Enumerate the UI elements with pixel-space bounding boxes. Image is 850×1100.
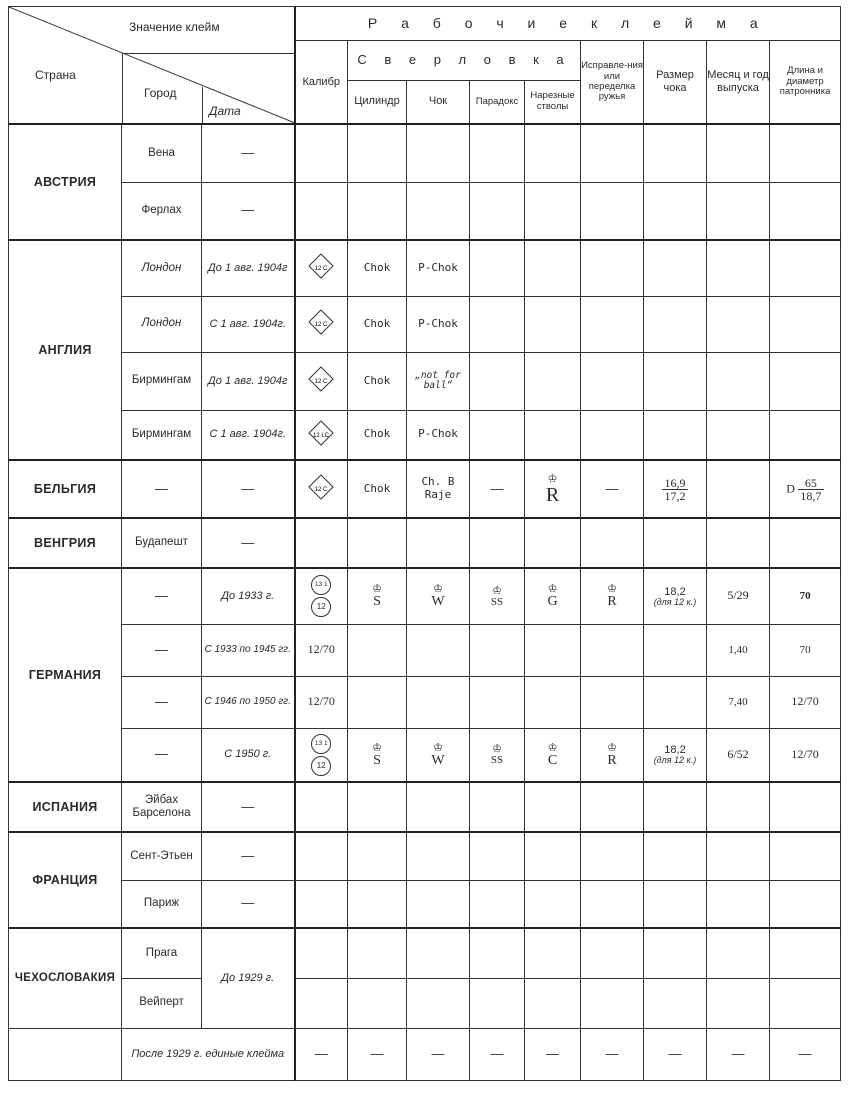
header-cylinder: Цилиндр <box>348 80 407 124</box>
paradox-cell: — <box>470 460 525 518</box>
city-cell: — <box>122 624 202 676</box>
proof-marks-table-page <box>8 6 840 1094</box>
city-cell: — <box>122 728 202 782</box>
fraction-bottom: 17,2 <box>664 488 686 503</box>
city-cell: Лондон <box>122 240 202 296</box>
choke-cell: P-Chok <box>407 410 470 460</box>
date-cell: С 1 авг. 1904г. <box>202 410 295 460</box>
header-repair: Исправле-ния или переделка ружья <box>581 41 644 125</box>
table-row-germany-2 <box>9 624 841 676</box>
header-row-1 <box>9 7 841 41</box>
choke-size-fraction <box>662 477 688 502</box>
dash-cell: — <box>770 1028 841 1080</box>
date-cell: До 1933 г. <box>202 568 295 624</box>
cylinder-cell: Chok <box>348 240 407 296</box>
dash-cell: — <box>707 1028 770 1080</box>
date-cell: — <box>202 182 295 240</box>
cylinder-cell: Chok <box>348 352 407 410</box>
city-cell: Париж <box>122 880 202 928</box>
date-cell: С 1933 по 1945 гг. <box>202 624 295 676</box>
mark-letter: R <box>607 594 617 610</box>
chamber-cell: 12/70 <box>770 728 841 782</box>
city-cell: Бирмингам <box>122 352 202 410</box>
city-cell: Лондон <box>122 296 202 352</box>
choke-size-cell <box>654 745 697 765</box>
repair-cell: — <box>581 460 644 518</box>
crown-icon: ♔ <box>547 583 558 596</box>
table-row-germany-4 <box>9 728 841 782</box>
choke-size-cell <box>654 587 697 607</box>
crown-icon: ♔ <box>433 741 443 754</box>
month-year-cell: 6/52 <box>707 728 770 782</box>
mark-letter: R <box>607 752 617 768</box>
caliber-circle-bottom: 12 <box>311 756 331 776</box>
crown-icon: ♔ <box>433 583 443 596</box>
mark-letter: SS <box>490 595 504 608</box>
header-rifled: Нарезные стволы <box>525 80 581 124</box>
country-germany: ГЕРМАНИЯ <box>9 568 122 782</box>
choke-cell: Ch. B Raje <box>407 460 470 518</box>
crown-icon: ♔ <box>372 583 382 596</box>
repair-mark <box>607 743 617 768</box>
choke-mark <box>431 743 444 768</box>
month-year-cell: 7,40 <box>707 676 770 728</box>
caliber-diamond-mark <box>308 309 334 335</box>
country-hungary: ВЕНГРИЯ <box>9 518 122 568</box>
header-date: Дата <box>209 104 241 118</box>
date-cell: До 1 авг. 1904г <box>202 240 295 296</box>
mark-letter: S <box>373 752 381 768</box>
table-row-england-1 <box>9 240 841 296</box>
header-meaning: Значение клейм <box>129 20 220 34</box>
country-spain: ИСПАНИЯ <box>9 782 122 832</box>
city-cell: Будапешт <box>122 518 202 568</box>
header-caliber: Калибр <box>295 41 348 125</box>
table-row-england-4 <box>9 410 841 460</box>
city-cell: — <box>122 460 202 518</box>
header-paradox: Парадокс <box>470 80 525 124</box>
city-cell: — <box>122 676 202 728</box>
choke-cell: P-Chok <box>407 240 470 296</box>
caliber-circle-marks <box>311 734 331 776</box>
city-cell: — <box>122 568 202 624</box>
fraction-top: 65 <box>804 475 817 490</box>
caliber-mark-text: 12 C <box>314 322 328 329</box>
date-cell: До 1929 г. <box>202 928 295 1028</box>
table-row-germany-1 <box>9 568 841 624</box>
dash-cell: — <box>470 1028 525 1080</box>
dash-cell: — <box>581 1028 644 1080</box>
table-row-spain <box>9 782 841 832</box>
caliber-diamond-mark <box>308 366 334 392</box>
header-choke: Чок <box>407 80 470 124</box>
caliber-mark-text: 12 C <box>314 266 328 273</box>
chamber-prefix: D <box>786 480 795 495</box>
table-row-hungary <box>9 518 841 568</box>
dash-cell: — <box>407 1028 470 1080</box>
fraction-bottom: 18,7 <box>800 488 822 503</box>
table-row-germany-3 <box>9 676 841 728</box>
choke-mark <box>431 584 444 609</box>
choke-size-value: 18,2 <box>664 585 686 598</box>
caliber-circle-top: 13 1 <box>311 734 331 754</box>
crown-icon: ♔ <box>607 741 617 754</box>
caliber-mark-text: 12 C <box>314 379 328 386</box>
caliber-mark-text: 12 LC <box>313 432 330 439</box>
dash-cell: — <box>348 1028 407 1080</box>
crown-icon: ♔ <box>492 743 502 756</box>
rifled-letter: R <box>545 484 560 506</box>
chamber-fraction <box>798 477 824 502</box>
date-cell: С 1946 по 1950 гг. <box>202 676 295 728</box>
rifled-mark <box>546 474 559 505</box>
proof-marks-table <box>8 6 841 1081</box>
caliber-diamond-mark <box>308 253 334 279</box>
header-drilling: С в е р л о в к а <box>348 41 581 81</box>
rifled-mark <box>548 743 558 768</box>
choke-size-value: 18,2 <box>664 744 686 757</box>
crown-icon: ♔ <box>372 741 382 754</box>
cylinder-mark <box>372 743 382 768</box>
date-cell: С 1 авг. 1904г. <box>202 296 295 352</box>
repair-mark <box>607 584 617 609</box>
dash-cell: — <box>525 1028 581 1080</box>
header-corner <box>9 7 295 125</box>
table-row-england-2 <box>9 296 841 352</box>
city-cell: Сент-Этьен <box>122 832 202 880</box>
chamber-cell: 12/70 <box>770 676 841 728</box>
caliber-mark-text: 12 C <box>314 487 328 494</box>
dash-cell: — <box>295 1028 348 1080</box>
table-row-austria-1 <box>9 124 841 182</box>
cylinder-cell: Chok <box>348 460 407 518</box>
header-chamber: Длина и диаметр патронника <box>770 41 841 125</box>
caliber-diamond-mark <box>308 420 334 446</box>
country-austria: АВСТРИЯ <box>9 124 122 240</box>
chamber-cell: 70 <box>770 624 841 676</box>
date-cell: — <box>202 832 295 880</box>
city-cell: Вена <box>122 124 202 182</box>
header-month-year: Месяц и год выпуска <box>707 41 770 125</box>
mark-letter: SS <box>490 754 504 767</box>
country-france: ФРАНЦИЯ <box>9 832 122 928</box>
fraction-top: 16,9 <box>664 475 686 490</box>
city-cell: Вейперт <box>122 978 202 1028</box>
paradox-mark <box>491 586 503 608</box>
caliber-circle-marks <box>311 575 331 617</box>
choke-size-note: (для 12 к.) <box>653 596 697 607</box>
date-cell: До 1 авг. 1904г <box>202 352 295 410</box>
city-cell: Ферлах <box>122 182 202 240</box>
mark-letter: W <box>431 752 445 768</box>
date-cell: — <box>202 880 295 928</box>
header-city: Город <box>144 86 177 100</box>
mark-letter: C <box>547 752 558 768</box>
table-row-austria-2 <box>9 182 841 240</box>
table-row-czech-2 <box>9 978 841 1028</box>
crown-icon: ♔ <box>547 473 558 485</box>
month-year-cell: 5/29 <box>707 568 770 624</box>
city-cell: Эйбах Барселона <box>122 782 202 832</box>
crown-icon: ♔ <box>547 741 558 754</box>
choke-cell: „not for ball“ <box>407 352 470 410</box>
table-row-czech-1 <box>9 928 841 978</box>
table-row-france-1 <box>9 832 841 880</box>
mark-letter: G <box>547 594 558 610</box>
table-row-czech-3 <box>9 1028 841 1080</box>
country-england: АНГЛИЯ <box>9 240 122 460</box>
header-choke-size: Размер чока <box>644 41 707 125</box>
cylinder-cell: Chok <box>348 410 407 460</box>
caliber-cell: 12/70 <box>295 676 348 728</box>
cylinder-cell: Chok <box>348 296 407 352</box>
date-cell: С 1950 г. <box>202 728 295 782</box>
table-row-france-2 <box>9 880 841 928</box>
date-cell: — <box>202 782 295 832</box>
mark-letter: S <box>373 594 381 610</box>
date-cell: — <box>202 124 295 182</box>
dash-cell: — <box>644 1028 707 1080</box>
header-country: Страна <box>35 68 76 82</box>
month-year-cell: 1,40 <box>707 624 770 676</box>
after-1929-note: После 1929 г. единые клейма <box>122 1028 295 1080</box>
crown-icon: ♔ <box>607 583 617 596</box>
caliber-circle-top: 13 1 <box>311 575 331 595</box>
choke-cell: P-Chok <box>407 296 470 352</box>
rifled-mark <box>547 584 557 609</box>
table-row-england-3 <box>9 352 841 410</box>
country-czech: ЧЕХОСЛОВАКИЯ <box>9 928 122 1028</box>
paradox-mark <box>491 744 503 766</box>
caliber-cell: 12/70 <box>295 624 348 676</box>
mark-letter: W <box>431 594 445 610</box>
chamber-cell: 70 <box>770 568 841 624</box>
choke-size-note: (для 12 к.) <box>653 755 697 766</box>
cylinder-mark <box>372 584 382 609</box>
header-working-marks: Р а б о ч и е к л е й м а <box>295 7 841 41</box>
city-cell: Бирмингам <box>122 410 202 460</box>
date-cell: — <box>202 460 295 518</box>
country-belgium: БЕЛЬГИЯ <box>9 460 122 518</box>
caliber-diamond-mark <box>308 474 334 500</box>
caliber-circle-bottom: 12 <box>311 597 331 617</box>
table-row-belgium <box>9 460 841 518</box>
city-cell: Прага <box>122 928 202 978</box>
date-cell: — <box>202 518 295 568</box>
crown-icon: ♔ <box>492 584 502 597</box>
